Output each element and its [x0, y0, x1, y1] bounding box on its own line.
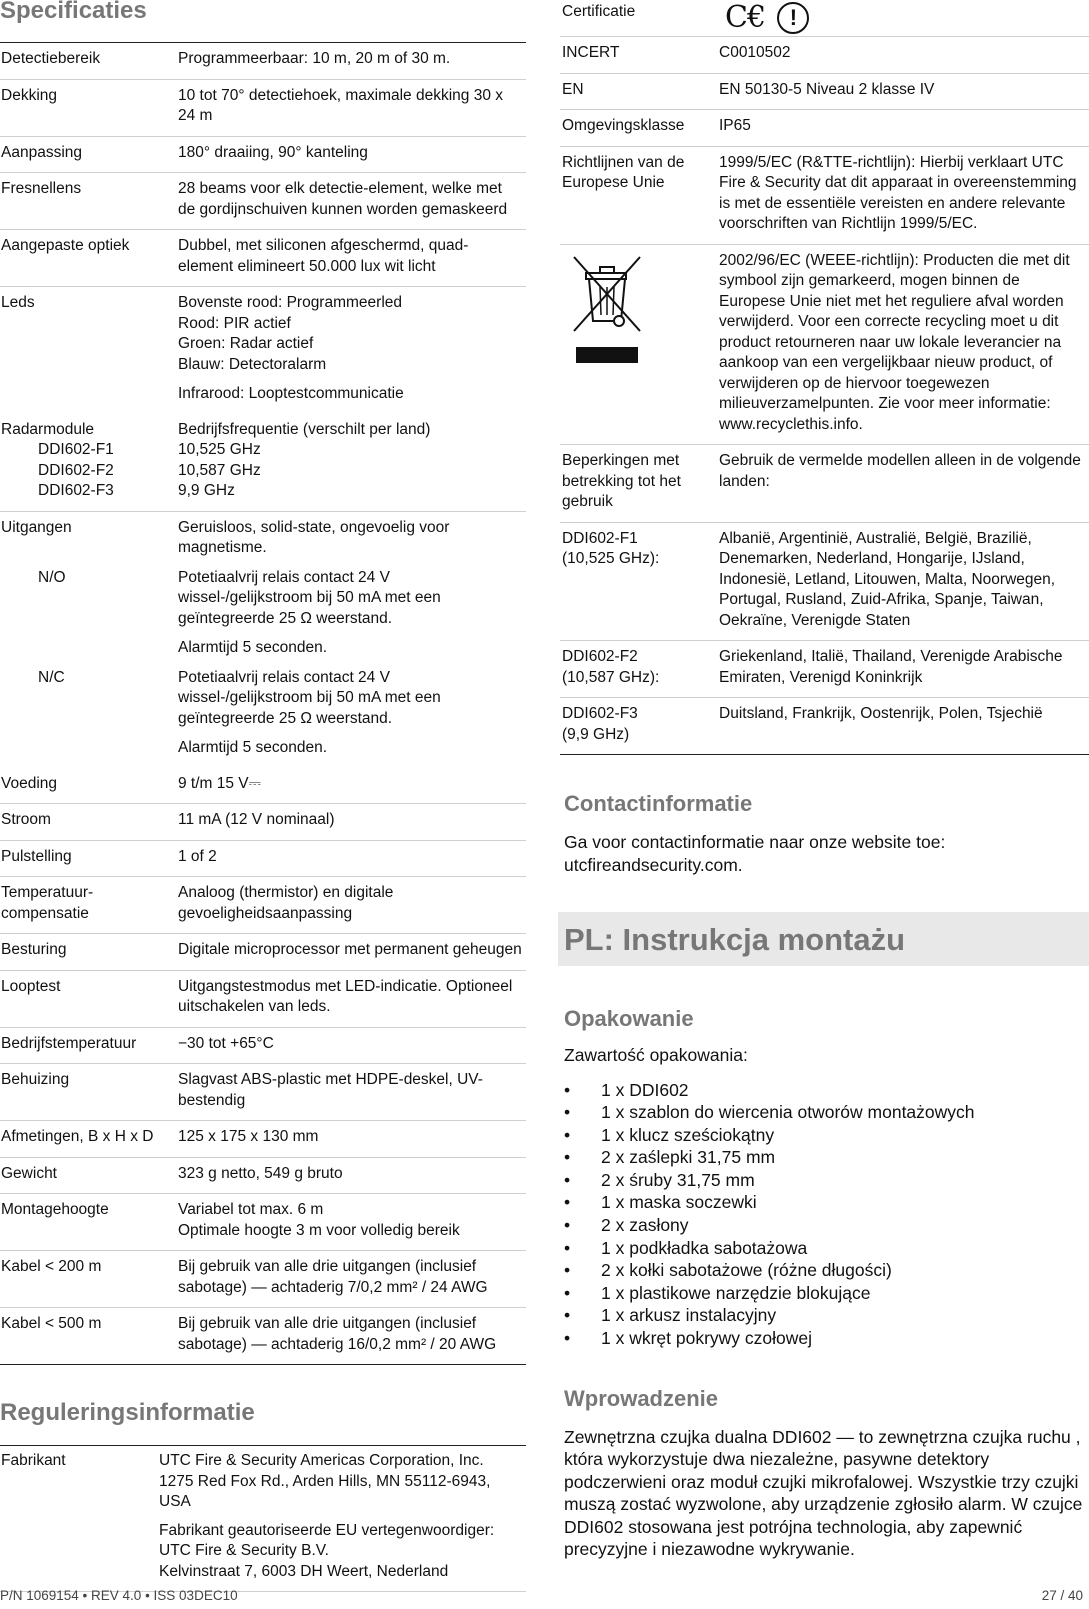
table-row: Stroom 11 mA (12 V nominaal) [0, 804, 526, 841]
table-row: Aanpassing 180° draaiing, 90° kanteling [0, 136, 526, 173]
footer-docinfo: P/N 1069154 • REV 4.0 • ISS 03DEC10 [0, 1588, 238, 1603]
table-row: N/C Potetiaalvrij relais contact 24 V wissel-/gelijkstroom bij 50 mA met een geïntegreerde 25 Ω weerstand. [38, 668, 441, 727]
reg-heading: Reguleringsinformatie [0, 1399, 255, 1426]
section-band [558, 912, 1089, 966]
table-row: Fabrikant UTC Fire & Security Americas Corporation, Inc. 1275 Red Fox Rd., Arden Hills, MN 55112-6943, USA Fabrikant geautoriseerde EU vertegenwoordiger: UTC Fire & Security B.V. Kelvinstraat 7, 6003 DH Weert, Nederland [1, 1452, 495, 1580]
table-row: Leds Bovenste rood: Programmeerled Rood: PIR actief Groen: Radar actief Blauw: Detectoralarm [0, 287, 526, 385]
packaging-intro: Zawartość opakowania: [564, 1045, 748, 1065]
list-item: • 1 x wkręt pokrywy czołowej [564, 1327, 1089, 1350]
table-row: Richtlijnen van de Europese Unie 1999/5/EC (R&TTE-richtlijn): Hierbij verklaart UTC Fire & Security dat dit apparaat in overeenstemming is met de essentiële vereisten en andere relevante voorschriften van Richtlijn 1999/5/EC. [560, 146, 1089, 244]
table-row: Alarmtijd 5 seconden. [178, 739, 328, 756]
table-row: Alarmtijd 5 seconden. [178, 639, 328, 656]
table-row: Afmetingen, B x H x D 125 x 175 x 130 mm [0, 1121, 526, 1158]
spec-heading: Specificaties [0, 0, 147, 24]
packaging-heading: Opakowanie [564, 1006, 694, 1031]
table-row: Temperatuur-compensatie Analoog (thermistor) en digitale gevoeligheidsaanpassing [0, 877, 526, 934]
list-item: • 1 x klucz sześciokątny [564, 1124, 1089, 1147]
table-row: Certificatie C€ ! [560, 0, 1089, 37]
table-row: Aangepaste optiek Dubbel, met siliconen afgeschermd, quad-element elimineert 50.000 lux wit licht [0, 230, 526, 287]
packaging-list [564, 1079, 1089, 1350]
table-row: Beperkingen met betrekking tot het gebruik Gebruik de vermelde modellen alleen in de volgende landen: [560, 445, 1089, 523]
right-column [560, 0, 1089, 1561]
table-row: Fresnellens 28 beams voor elk detectie-element, welke met de gordijnschuiven kunnen worden gemaskeerd [0, 173, 526, 230]
list-item: • 1 x podkładka sabotażowa [564, 1237, 1089, 1260]
table-row: Besturing Digitale microprocessor met permanent geheugen [0, 934, 526, 971]
table-row: Behuizing Slagvast ABS-plastic met HDPE-deskel, UV-bestendig [0, 1064, 526, 1121]
list-item: • 2 x zasłony [564, 1214, 1089, 1237]
table-row: EN EN 50130-5 Niveau 2 klasse IV [560, 73, 1089, 110]
list-item: • 2 x śruby 31,75 mm [564, 1169, 1089, 1192]
table-row: DDI602-F3 (9,9 GHz) Duitsland, Frankrijk, Oostenrijk, Polen, Tsjechië [560, 698, 1089, 755]
list-item: • 1 x szablon do wiercenia otworów montażowych [564, 1101, 1089, 1124]
spec-table [0, 42, 526, 1365]
intro-heading: Wprowadzenie [564, 1385, 719, 1411]
list-item: • 1 x plastikowe narzędzie blokujące [564, 1282, 1089, 1305]
ce-mark-icon: C€ [725, 0, 766, 35]
table-row: Voeding 9 t/m 15 V⎓ [1, 774, 262, 792]
table-row: Dekking 10 tot 70° detectiehoek, maximale dekking 30 x 24 m [0, 79, 526, 136]
table-row: 2002/96/EC (WEEE-richtlijn): Producten die met dit symbool zijn gemarkeerd, mogen binnen de Europese Unie niet met het reguliere afval worden verwijderd. Voor een correcte recycling moet u dit product retourneren naar uw lokale leverancier na aankoop van een vergelijkbaar nieuw product, of verwijderen op de hiervoor toegewezen milieuverzamelpunten. Zie voor meer informatie: www.recyclethis.info. [560, 244, 1089, 445]
pl-section-title: PL: Instrukcja montażu [564, 922, 906, 957]
table-row: DDI602-F2 (10,587 GHz): Griekenland, Italië, Thailand, Verenigde Arabische Emiraten, Verenigd Koninkrijk [560, 641, 1089, 698]
table-row: Kabel < 200 m Bij gebruik van alle drie uitgangen (inclusief sabotage) — achtaderig 7/0,2 mm² / 24 AWG [0, 1251, 526, 1308]
table-row: Detectiebereik Programmeerbaar: 10 m, 20 m of 30 m. [1, 50, 451, 67]
table-row: Uitgangen Geruisloos, solid-state, ongevoelig voor magnetisme. [0, 511, 526, 568]
intro-text: Zewnętrzna czujka dualna DDI602 — to zewnętrzna czujka ruchu , która wykorzystuje dwa niezależne, pasywne detektory podczerwieni oraz moduł czujki mikrofalowej. Wszystkie trzy czujki muszą zostać wyzwolone, aby urządzenie zgłosiło alarm. W czujce DDI602 stosowana jest potrójna technologia, aby zapewnić precyzyjne i niezawodne wykrywanie. [564, 1426, 1083, 1560]
list-item: • 1 x maska soczewki [564, 1191, 1089, 1214]
list-item: • 1 x arkusz instalacyjny [564, 1304, 1089, 1327]
weee-bin-icon [562, 251, 652, 371]
table-row: Bedrijfstemperatuur −30 tot +65°C [0, 1027, 526, 1064]
table-row: Pulstelling 1 of 2 [0, 840, 526, 877]
table-row: Looptest Uitgangstestmodus met LED-indicatie. Optioneel uitschakelen van leds. [0, 970, 526, 1027]
contact-text: Ga voor contactinformatie naar onze website toe: utcfireandsecurity.com. [564, 832, 946, 875]
alert-icon: ! [777, 2, 809, 34]
list-item: • 2 x zaślepki 31,75 mm [564, 1146, 1089, 1169]
list-item: • 1 x DDI602 [564, 1079, 1089, 1102]
table-row: Omgevingsklasse IP65 [560, 110, 1089, 147]
reg-table [0, 1445, 526, 1592]
table-row: Radarmodule DDI602-F1 DDI602-F2 DDI602-F3 Bedrijfsfrequentie (verschilt per land) 10,525 GHz 10,587 GHz 9,9 GHz [1, 420, 431, 499]
table-row: INCERT C0010502 [560, 37, 1089, 74]
table-row: Montagehoogte Variabel tot max. 6 m Optimale hoogte 3 m voor volledig bereik [0, 1194, 526, 1251]
contact-heading: Contactinformatie [564, 791, 753, 816]
list-item: • 2 x kołki sabotażowe (różne długości) [564, 1259, 1089, 1282]
table-row: Gewicht 323 g netto, 549 g bruto [0, 1157, 526, 1194]
table-row: Kabel < 500 m Bij gebruik van alle drie uitgangen (inclusief sabotage) — achtaderig 16/0,2 mm² / 20 AWG [0, 1308, 526, 1365]
cert-table [560, 0, 1089, 755]
table-row: N/O Potetiaalvrij relais contact 24 V wissel-/gelijkstroom bij 50 mA met een geïntegreerde 25 Ω weerstand. [38, 568, 441, 627]
left-column [0, 0, 526, 1592]
table-row: Infrarood: Looptestcommunicatie [178, 385, 404, 402]
table-row: DDI602-F1 (10,525 GHz): Albanië, Argentinië, Australië, België, Brazilië, Denemarken, Nederland, Hongarije, IJsland, Indonesië, Letland, Litouwen, Malta, Noorwegen, Portugal, Rusland, Zuid-Afrika, Spanje, Taiwan, Oekraïne, Verenigde Staten [560, 522, 1089, 641]
footer-page-number: 27 / 40 [1041, 1588, 1083, 1603]
